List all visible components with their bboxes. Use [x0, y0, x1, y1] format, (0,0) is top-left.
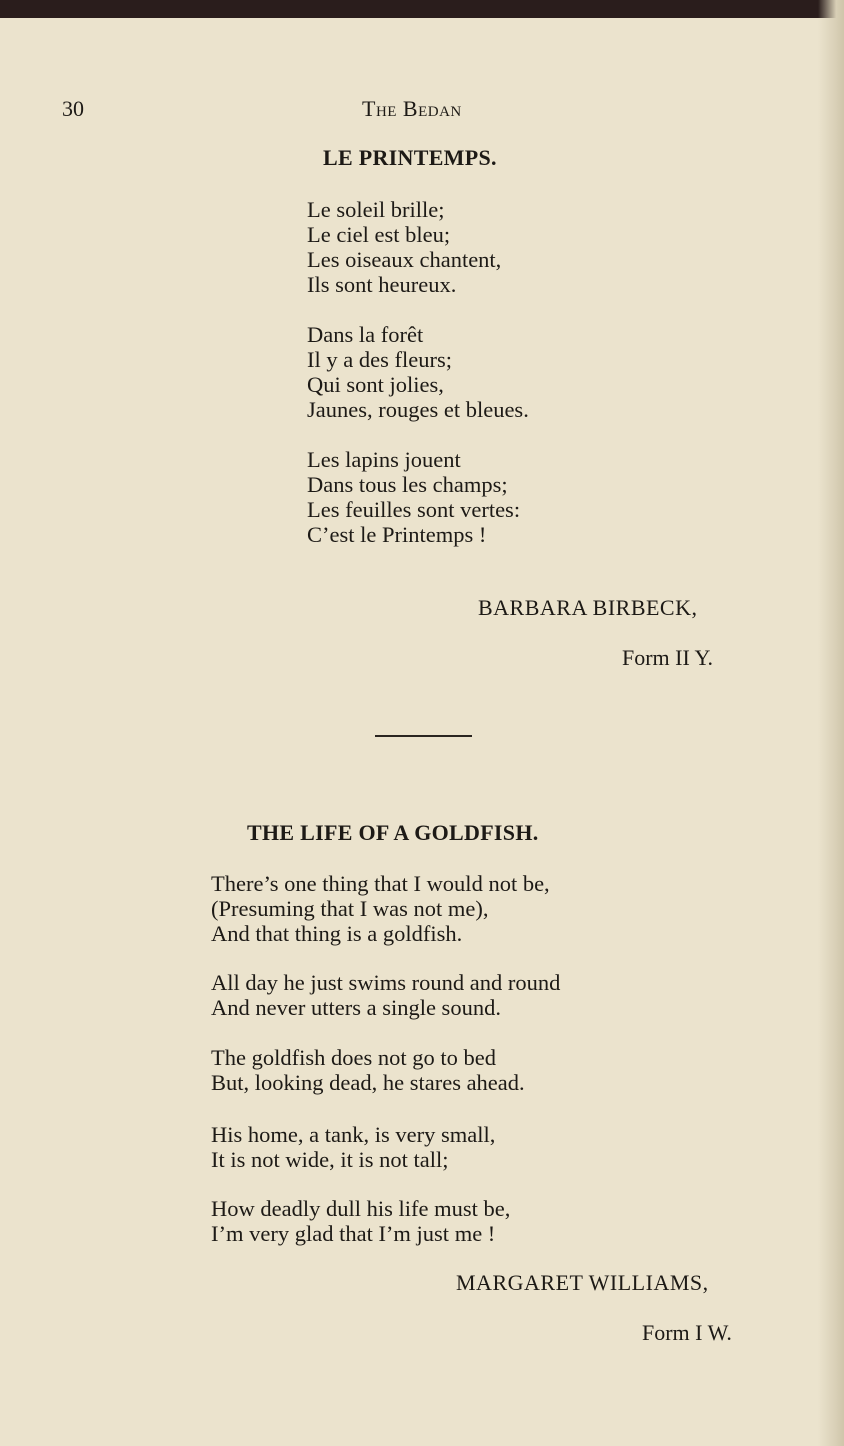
page-number: 30	[62, 96, 84, 121]
poem-line: Dans la forêt	[307, 322, 424, 347]
poem-author-form: Form I W.	[642, 1320, 732, 1345]
poem-line: Qui sont jolies,	[307, 372, 444, 397]
poem-stanza	[211, 1196, 510, 1246]
poem-line: (Presuming that I was not me),	[211, 896, 489, 921]
page-top-edge	[0, 0, 844, 18]
poem-title-le-printemps: LE PRINTEMPS.	[323, 145, 497, 170]
poem-stanza	[211, 1045, 525, 1095]
poem-line: Le ciel est bleu;	[307, 222, 451, 247]
poem-author-form: Form II Y.	[622, 645, 714, 670]
poem-line: And never utters a single sound.	[211, 995, 501, 1020]
poem-line: Ils sont heureux.	[307, 272, 457, 297]
poem-stanza	[307, 322, 529, 422]
poem-stanza	[211, 871, 550, 946]
page-right-edge	[818, 0, 844, 1446]
poem-stanza	[211, 970, 560, 1020]
poem-line: It is not wide, it is not tall;	[211, 1147, 449, 1172]
poem-line: Les oiseaux chantent,	[307, 247, 502, 272]
poem-line: His home, a tank, is very small,	[211, 1122, 496, 1147]
poem-stanza	[307, 197, 501, 297]
poem-author: BARBARA BIRBECK,	[478, 595, 698, 620]
poem-line: But, looking dead, he stares ahead.	[211, 1070, 525, 1095]
poem-line: Jaunes, rouges et bleues.	[307, 397, 529, 422]
poem-author: MARGARET WILLIAMS,	[456, 1270, 709, 1295]
section-divider	[375, 735, 472, 737]
poem-stanza	[211, 1122, 495, 1172]
poem-line: I’m very glad that I’m just me !	[211, 1221, 496, 1246]
poem-line: There’s one thing that I would not be,	[211, 871, 550, 896]
poem-line: Les lapins jouent	[307, 447, 461, 472]
poem-line: Le soleil brille;	[307, 197, 445, 222]
poem-line: Les feuilles sont vertes:	[307, 497, 521, 522]
poem-line: C’est le Printemps !	[307, 522, 487, 547]
poem-line: And that thing is a goldfish.	[211, 921, 463, 946]
poem-line: How deadly dull his life must be,	[211, 1196, 511, 1221]
poem-line: Dans tous les champs;	[307, 472, 508, 497]
poem-line: All day he just swims round and round	[211, 970, 561, 995]
poem-title-goldfish: THE LIFE OF A GOLDFISH.	[247, 820, 539, 845]
poem-stanza	[307, 447, 520, 547]
running-head: The Bedan	[362, 96, 462, 121]
poem-line: Il y a des fleurs;	[307, 347, 452, 372]
poem-line: The goldfish does not go to bed	[211, 1045, 496, 1070]
